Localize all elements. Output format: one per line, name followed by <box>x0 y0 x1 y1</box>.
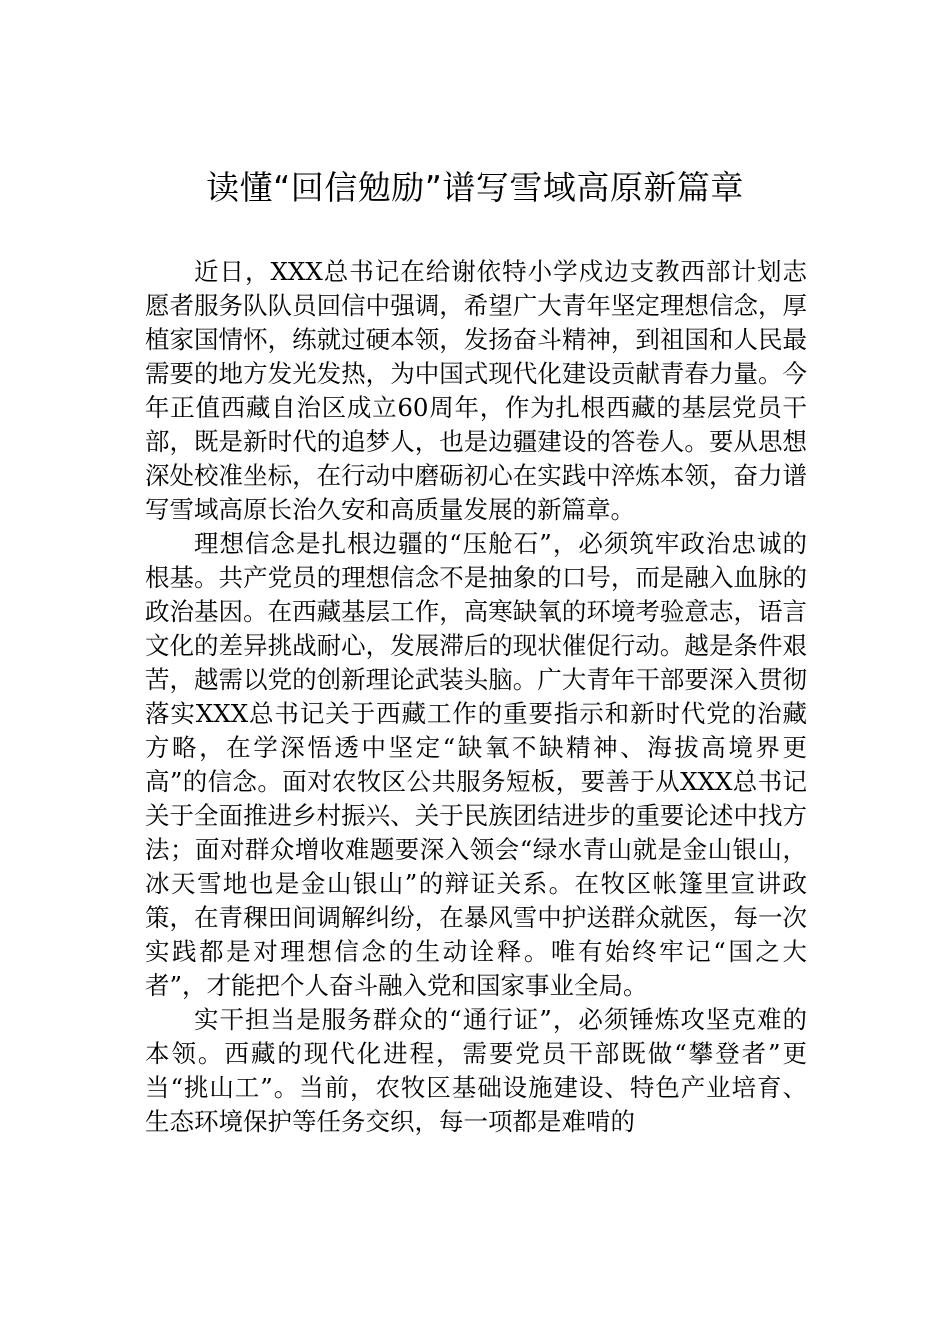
paragraph: 理想信念是扎根边疆的“压舱石”，必须筑牢政治忠诚的根基。共产党员的理想信念不是抽象的口号，而是融入血脉的政治基因。在西藏基层工作，高寒缺氧的环境考验意志，语言文化的差异挑战耐心，发展滞后的现状催促行动。越是条件艰苦，越需以党的创新理论武装头脑。广大青年干部要深入贯彻落实XXX总书记关于西藏工作的重要指示和新时代党的治藏方略，在学深悟透中坚定“缺氧不缺精神、海拔高境界更高”的信念。面对农牧区公共服务短板，要善于从XXX总书记关于全面推进乡村振兴、关于民族团结进步的重要论述中找方法；面对群众增收难题要深入领会“绿水青山就是金山银山，冰天雪地也是金山银山”的辩证关系。在牧区帐篷里宣讲政策，在青稞田间调解纠纷，在暴风雪中护送群众就医，每一次实践都是对理想信念的生动诠释。唯有始终牢记“国之大者”，才能把个人奋斗融入党和国家事业全局。 <box>145 529 807 1000</box>
paragraph: 近日，XXX总书记在给谢依特小学戍边支教西部计划志愿者服务队队员回信中强调，希望广大青年坚定理想信念，厚植家国情怀，练就过硬本领，发扬奋斗精神，到祖国和人民最需要的地方发光发热，为中国式现代化建设贡献青春力量。今年正值西藏自治区成立60周年，作为扎根西藏的基层党员干部，既是新时代的追梦人，也是边疆建设的答卷人。要从思想深处校准坐标，在行动中磨砺初心在实践中淬炼本领，奋力谱写雪域高原长治久安和高质量发展的新篇章。 <box>145 257 807 524</box>
paragraph: 实干担当是服务群众的“通行证”，必须锤炼攻坚克难的本领。西藏的现代化进程，需要党员干部既做“攀登者”更当“挑山工”。当前，农牧区基础设施建设、特色产业培育、生态环境保护等任务交织，每一项都是难啃的 <box>145 1005 807 1136</box>
document-body <box>145 255 807 1139</box>
document-title: 读懂“回信勉励”谱写雪域高原新篇章 <box>206 168 744 207</box>
